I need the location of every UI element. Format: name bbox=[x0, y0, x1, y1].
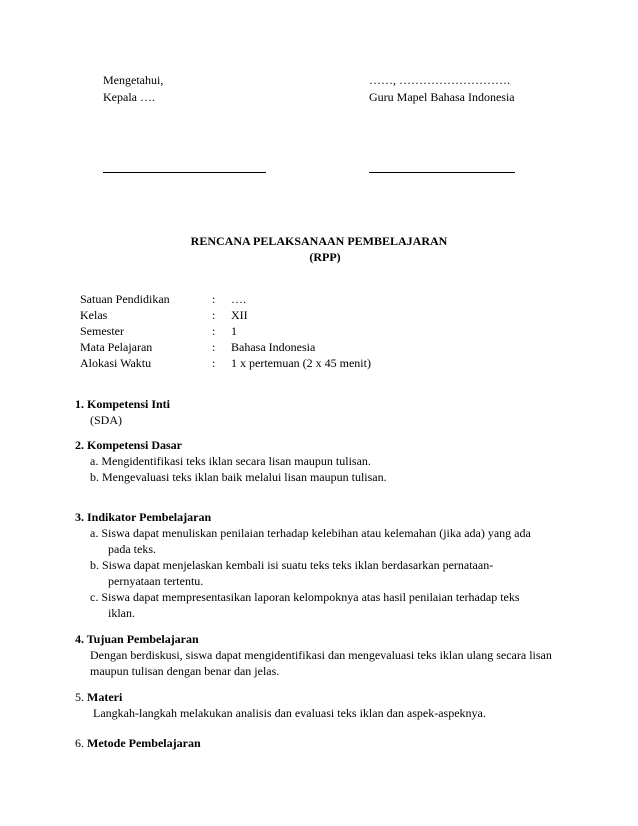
list-item: a. Mengidentifikasi teks iklan secara lisan maupun tulisan. bbox=[90, 454, 371, 468]
section-heading-tujuan: 4. Tujuan Pembelajaran bbox=[75, 632, 199, 646]
list-item: b. Mengevaluasi teks iklan baik melalui lisan maupun tulisan. bbox=[90, 470, 387, 484]
list-item-continuation: pernyataan tertentu. bbox=[108, 574, 204, 588]
section-number: 6. bbox=[75, 736, 84, 750]
list-item-continuation: iklan. bbox=[108, 606, 135, 620]
section-heading-kompetensi-inti: 1. Kompetensi Inti bbox=[75, 397, 171, 411]
list-item: c. Siswa dapat mempresentasikan laporan kelompoknya atas hasil penilaian terhadap teks bbox=[90, 590, 520, 604]
info-colon: : bbox=[212, 324, 216, 338]
section-body-kompetensi-inti: (SDA) bbox=[90, 413, 122, 427]
info-label: Alokasi Waktu bbox=[80, 356, 152, 370]
info-colon: : bbox=[212, 292, 216, 306]
info-label: Semester bbox=[80, 324, 124, 338]
list-item-continuation: pada teks. bbox=[108, 542, 156, 556]
info-colon: : bbox=[212, 356, 216, 370]
info-value: Bahasa Indonesia bbox=[231, 340, 316, 354]
info-value: 1 x pertemuan (2 x 45 menit) bbox=[231, 356, 371, 370]
section-body-materi: Langkah-langkah melakukan analisis dan evaluasi teks iklan dan aspek-aspeknya. bbox=[93, 706, 486, 720]
signature-right-line1: ……, ………………………. bbox=[369, 73, 510, 87]
section-heading-materi bbox=[75, 690, 122, 704]
document-subtitle: (RPP) bbox=[309, 250, 341, 264]
info-label: Kelas bbox=[80, 308, 108, 322]
section-body-tujuan-line1: Dengan berdiskusi, siswa dapat mengidentifikasi dan mengevaluasi teks iklan ulang secara lisan bbox=[90, 648, 552, 662]
info-label: Satuan Pendidikan bbox=[80, 292, 170, 306]
info-value: …. bbox=[231, 292, 246, 306]
section-heading-metode bbox=[75, 736, 201, 750]
info-value: XII bbox=[231, 308, 248, 322]
signature-left-line2: Kepala …. bbox=[103, 90, 155, 104]
signature-left-line bbox=[103, 172, 266, 173]
signature-right-line bbox=[369, 172, 515, 173]
signature-left-line1: Mengetahui, bbox=[103, 73, 164, 87]
section-title: Metode Pembelajaran bbox=[87, 736, 201, 750]
section-body-tujuan-line2: maupun tulisan dengan benar dan jelas. bbox=[90, 664, 280, 678]
section-heading-indikator: 3. Indikator Pembelajaran bbox=[75, 510, 212, 524]
section-number: 5. bbox=[75, 690, 84, 704]
document-title: RENCANA PELAKSANAAN PEMBELAJARAN bbox=[190, 234, 448, 248]
list-item: a. Siswa dapat menuliskan penilaian terhadap kelebihan atau kelemahan (jika ada) yang ada bbox=[90, 526, 531, 540]
info-colon: : bbox=[212, 340, 216, 354]
section-heading-kompetensi-dasar: 2. Kompetensi Dasar bbox=[75, 438, 182, 452]
info-label: Mata Pelajaran bbox=[80, 340, 153, 354]
section-title: Materi bbox=[87, 690, 123, 704]
signature-right-line2: Guru Mapel Bahasa Indonesia bbox=[369, 90, 515, 104]
list-item: b. Siswa dapat menjelaskan kembali isi suatu teks teks iklan berdasarkan pernataan- bbox=[90, 558, 494, 572]
info-value: 1 bbox=[231, 324, 237, 338]
info-colon: : bbox=[212, 308, 216, 322]
